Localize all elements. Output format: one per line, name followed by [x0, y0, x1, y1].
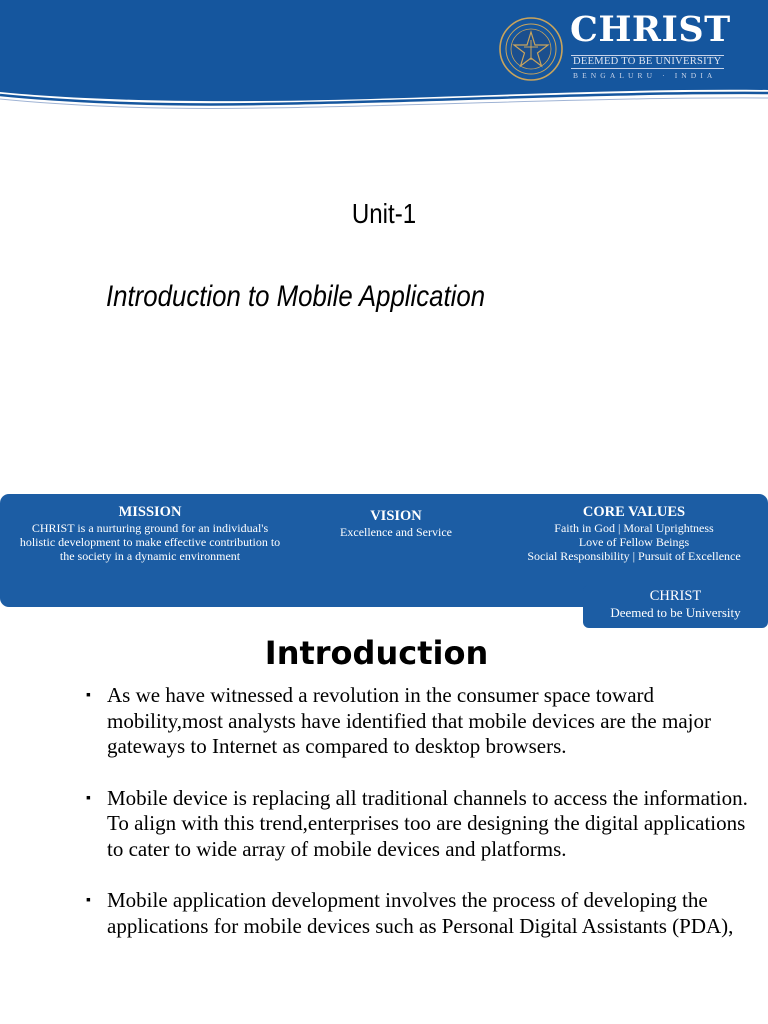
- unit-title: Unit-1: [351, 198, 417, 229]
- logo-name: CHRIST: [570, 9, 731, 50]
- university-badge: [583, 585, 768, 628]
- list-item: [86, 683, 756, 760]
- bullet-text: Mobile application development involves the process of developing the applications for mobile devices such as Personal Digital Assistants (PDA),: [107, 888, 734, 938]
- bullet-icon: ▪: [86, 893, 91, 908]
- slide-subtitle: Introduction to Mobile Application: [106, 280, 486, 313]
- mission-heading: MISSION: [118, 504, 182, 520]
- bullet-icon: ▪: [86, 688, 91, 703]
- core-values-heading: CORE VALUES: [582, 504, 686, 520]
- mission-line: the society in a dynamic environment: [59, 549, 241, 563]
- badge-name: CHRIST: [649, 588, 702, 604]
- bullet-text: Mobile device is replacing all traditional channels to access the information. To align with this trend,enterprises too are designing the digital applications to cater to wide array of mobile devices and platforms.: [107, 785, 748, 861]
- core-values-line: Social Responsibility | Pursuit of Excellence: [527, 549, 741, 563]
- mission-line: holistic development to make effective contribution to: [19, 535, 281, 549]
- list-item: [86, 786, 756, 863]
- vision-block: [296, 508, 496, 539]
- mission-block: [0, 504, 300, 563]
- introduction-heading: Introduction: [264, 634, 489, 672]
- core-values-line: Love of Fellow Beings: [578, 535, 690, 549]
- mission-line: CHRIST is a nurturing ground for an individual's: [31, 521, 269, 535]
- core-values-block: [500, 504, 768, 563]
- core-values-line: Faith in God | Moral Uprightness: [554, 521, 714, 535]
- university-seal-icon: [498, 16, 564, 82]
- badge-subtitle: Deemed to be University: [610, 605, 741, 620]
- logo-tagline: DEEMED TO BE UNIVERSITY: [573, 56, 722, 67]
- introduction-bullet-list: [86, 683, 756, 965]
- vision-heading: VISION: [370, 508, 422, 524]
- vision-text: Excellence and Service: [340, 525, 452, 539]
- list-item: [86, 888, 756, 939]
- bullet-icon: ▪: [86, 790, 91, 806]
- logo-location: BENGALURU · INDIA: [573, 71, 717, 80]
- bullet-text: As we have witnessed a revolution in the consumer space toward mobility,most analysts have identified that mobile devices are the major gateways to Internet as compared to desktop browsers.: [107, 683, 711, 758]
